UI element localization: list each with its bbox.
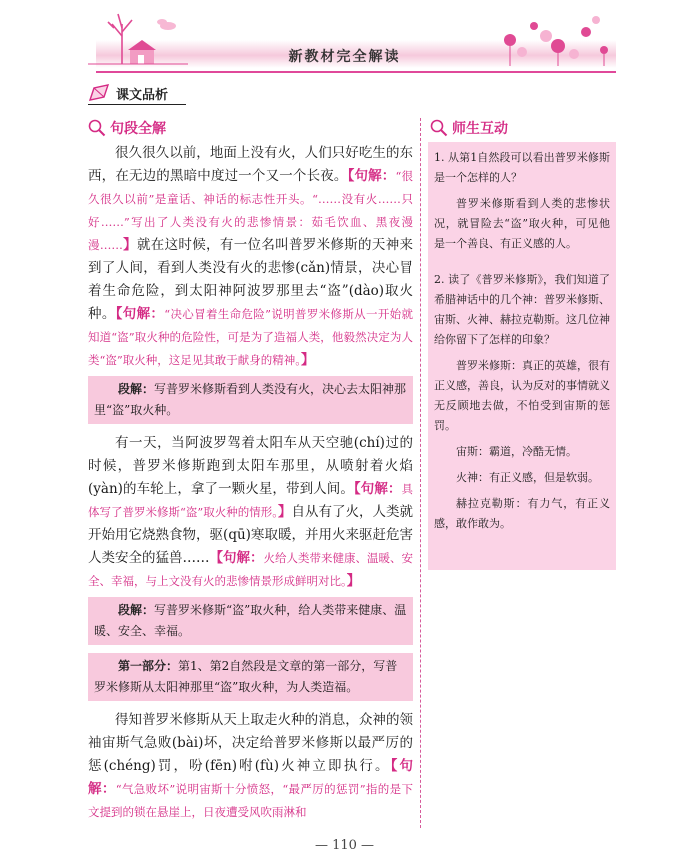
paragraph-analysis-label: 段解：: [118, 382, 155, 396]
section-label: [88, 80, 168, 106]
answer-2-prometheus: 普罗米修斯：真正的英雄，很有正义感，善良，认为反对的事情就义无反顾地去做，不怕受到宙斯的惩罚。: [434, 359, 610, 432]
main-heading: [88, 118, 166, 138]
paragraph-analysis-box: [88, 597, 413, 645]
bracket-close: 】: [122, 237, 137, 253]
question-2: 2. 读了《普罗米修斯》，我们知道了希腊神话中的几个神：普罗米修斯、宙斯、火神、赫拉克勒斯。这几位神给你留下了怎样的印象？: [434, 273, 610, 346]
page-number: — 110 —: [314, 838, 375, 853]
sentence-analysis-label: 【句解：: [88, 758, 413, 797]
paragraph-analysis-box: [88, 376, 413, 424]
paragraph-text: 自从有了火，人类就开始用它烧熟食物，驱(qū)寒取暖，并用火来驱赶危害人类安全的猛兽……: [88, 504, 414, 566]
bracket-close: 】: [346, 573, 361, 589]
answer-2-heracles: 赫拉克勒斯：有力气，有正义感，敢作敢为。: [434, 497, 610, 530]
paragraph-analysis-label: 段解：: [118, 603, 155, 617]
section-underline: [88, 104, 186, 105]
sentence-analysis-note: 火给人类带来健康、温暖、安全、幸福，与上文没有火的悲惨情景形成鲜明对比。: [88, 551, 413, 588]
sentence-analysis-label: 【句解：: [115, 306, 165, 322]
page-header: [0, 0, 689, 86]
header-rule: [96, 71, 616, 73]
paragraph-analysis-text: 写普罗米修斯“盗”取火种，给人类带来健康、温暖、安全、幸福。: [94, 603, 407, 638]
sentence-analysis-label: 【句解：: [353, 481, 402, 497]
column-divider: [420, 118, 421, 828]
answer-2-fire-god: 火神：有正义感，但是软弱。: [456, 471, 599, 484]
paragraph-1: [88, 142, 413, 372]
side-heading: [430, 118, 508, 138]
sentence-analysis-label: 【句解：: [209, 550, 264, 566]
part-summary-text: 第1、第2自然段是文章的第一部分，写普罗米修斯从太阳神那里“盗”取火种，为人类造福。: [94, 659, 398, 694]
paragraph-2: [88, 432, 413, 593]
pencil-icon: [88, 84, 110, 102]
part-summary-label: 第一部分：: [118, 659, 179, 673]
paragraph-text: 得知普罗米修斯从天上取走火种的消息，众神的领袖宙斯气急败(bài)坏，决定给普罗米修斯以最严厉的惩(chéng)罚，吩(fēn)咐(fù)火神立即执行。: [88, 712, 413, 774]
sentence-analysis-note: “气急败坏”说明宙斯十分愤怒，“最严厉的惩罚”指的是下文提到的锁在悬崖上，日夜遭受风吹雨淋和: [88, 782, 414, 819]
main-heading-text: 句段全解: [110, 121, 166, 137]
magnifier-icon: [430, 119, 448, 137]
paragraph-text: 很久很久以前，地面上没有火，人们只好吃生的东西，在无边的黑暗中度过一个又一个长夜。: [88, 145, 413, 184]
paragraph-3: [88, 709, 413, 824]
interaction-panel: [428, 142, 616, 570]
paragraph-text: 有一天，当阿波罗驾着太阳车从天空驰(chí)过的时候，普罗米修斯跑到太阳车那里，从喷射着火焰(yàn)的车轮上，拿了一颗火星，带到人间。: [88, 435, 413, 497]
sentence-analysis-note: “决心冒着生命危险”说明普罗米修斯从一开始就知道“盗”取火种的危险性，可是为了造福人类，他毅然决定为人类“盗”取火种，这足见其敢于献身的精神。: [88, 307, 414, 367]
paragraph-analysis-text: 写普罗米修斯看到人类没有火，决心去太阳神那里“盗”取火种。: [94, 382, 407, 417]
answer-2-zeus: 宙斯：霸道，冷酷无情。: [456, 445, 577, 458]
part-summary-box: [88, 653, 413, 701]
paragraph-text: 就在这时候，有一位名叫普罗米修斯的天神来到了人间，看到人类没有火的悲惨(cǎn)情景，决心冒着生命危险，到太阳神阿波罗那里去“盗”(dào)取火种。: [88, 237, 414, 322]
section-label-text: 课文品析: [116, 87, 169, 103]
magnifier-icon: [88, 119, 106, 137]
sentence-analysis-label: 【句解：: [347, 168, 396, 184]
side-heading-text: 师生互动: [452, 121, 508, 137]
bracket-close: 】: [278, 504, 292, 520]
main-column: [88, 142, 413, 828]
header-title: 新教材完全解读: [288, 49, 401, 65]
sentence-analysis-note: “很久很久以前”是童话、神话的标志性开头。“……没有火……只好……”写出了人类没有火的悲惨情景：茹毛饮血、黑夜漫漫……: [88, 169, 414, 252]
sentence-analysis-note: 具体写了普罗米修斯“盗”取火种的情形。: [88, 482, 414, 519]
question-1: 1. 从第1自然段可以看出普罗米修斯是一个怎样的人？: [434, 151, 610, 184]
bracket-close: 】: [301, 352, 315, 368]
answer-1: 普罗米修斯看到人类的悲惨状况，就冒险去“盗”取火种，可见他是一个善良、有正义感的人。: [434, 197, 610, 250]
